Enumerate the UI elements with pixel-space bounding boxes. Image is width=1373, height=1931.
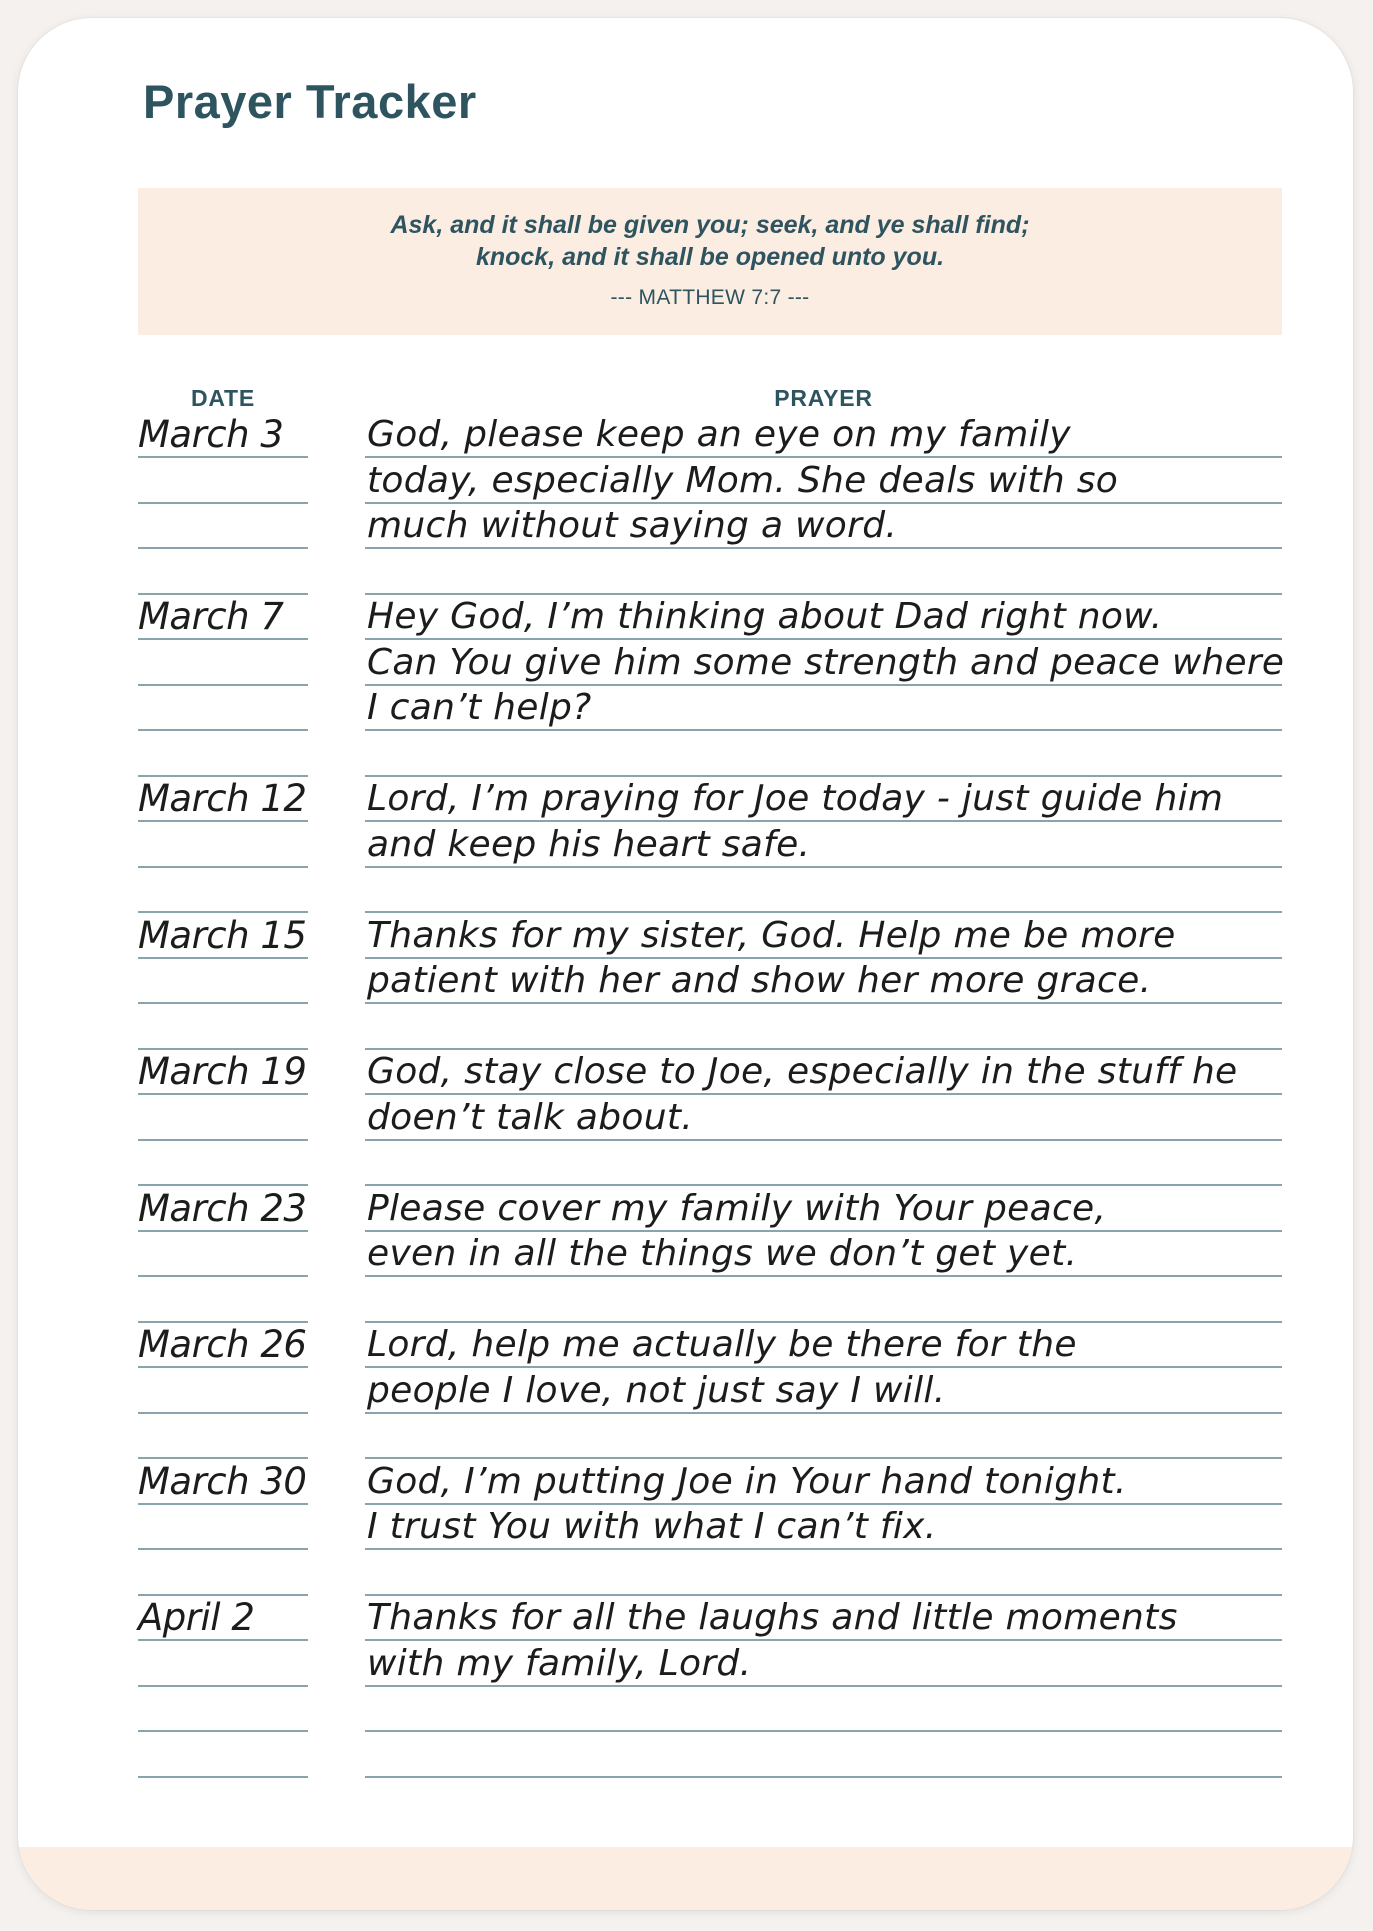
- entry-date: March 3: [138, 413, 284, 456]
- date-rule-line: [138, 1730, 308, 1732]
- date-rule-line: [138, 502, 308, 504]
- date-rule-line: [138, 1002, 308, 1004]
- date-rule-line: [138, 1275, 308, 1277]
- date-rule-line: [138, 684, 308, 686]
- quote-line-2: knock, and it shall be opened unto you.: [475, 243, 945, 271]
- prayer-text-line: God, I’m putting Joe in Your hand tonight.: [367, 1461, 1127, 1502]
- footer-band: [18, 1847, 1353, 1910]
- date-column-header: DATE: [190, 385, 256, 411]
- entry-date: March 19: [138, 1050, 307, 1093]
- date-rule-line: [138, 1139, 308, 1141]
- prayer-text-line: Hey God, I’m thinking about Dad right now.: [367, 596, 1163, 637]
- date-rule-line: [138, 1685, 308, 1687]
- prayer-text-line: today, especially Mom. She deals with so: [367, 460, 1119, 501]
- prayer-text-line: Thanks for my sister, God. Help me be more: [367, 915, 1176, 956]
- prayer-rule-line: [365, 1776, 1282, 1778]
- prayer-text-line: Thanks for all the laughs and little moments: [367, 1597, 1178, 1638]
- prayer-text-line: doen’t talk about.: [367, 1097, 694, 1138]
- date-rule-line: [138, 729, 308, 731]
- prayer-text-line: Please cover my family with Your peace,: [367, 1188, 1107, 1229]
- prayer-column-header: PRAYER: [774, 385, 873, 411]
- date-rule-line: [138, 547, 308, 549]
- entry-date: March 23: [138, 1187, 307, 1230]
- entry-date: April 2: [138, 1596, 255, 1639]
- entry-date: March 7: [138, 595, 284, 638]
- scripture-quote-box: [138, 188, 1282, 335]
- prayer-text-line: patient with her and show her more grace.: [367, 960, 1152, 1001]
- prayer-text-line: God, please keep an eye on my family: [367, 414, 1071, 455]
- prayer-rule-line: [365, 1730, 1282, 1732]
- prayer-text-line: much without saying a word.: [367, 505, 898, 546]
- prayer-text-line: Lord, help me actually be there for the: [367, 1324, 1077, 1365]
- entry-date: March 30: [138, 1460, 307, 1503]
- entry-date: March 12: [138, 777, 307, 820]
- date-rule-line: [138, 1548, 308, 1550]
- quote-line-1: Ask, and it shall be given you; seek, and ye shall find;: [390, 211, 1030, 239]
- prayer-text-line: Lord, I’m praying for Joe today - just guide him: [367, 778, 1224, 819]
- entry-date: March 15: [138, 914, 307, 957]
- prayer-tracker-page: [18, 18, 1353, 1910]
- prayer-text-line: I can’t help?: [367, 687, 592, 728]
- date-rule-line: [138, 1776, 308, 1778]
- prayer-text-line: Can You give him some strength and peace where: [367, 642, 1285, 683]
- date-rule-line: [138, 1412, 308, 1414]
- prayer-text-line: people I love, not just say I will.: [367, 1370, 946, 1411]
- page-title: Prayer Tracker: [143, 75, 477, 128]
- prayer-text-line: and keep his heart safe.: [367, 824, 811, 865]
- prayer-text-line: God, stay close to Joe, especially in the stuff he: [367, 1051, 1238, 1092]
- date-rule-line: [138, 866, 308, 868]
- quote-reference: --- MATTHEW 7:7 ---: [610, 286, 810, 309]
- prayer-text-line: with my family, Lord.: [367, 1643, 752, 1684]
- prayer-text-line: even in all the things we don’t get yet.: [367, 1233, 1078, 1274]
- entry-date: March 26: [138, 1323, 307, 1366]
- prayer-text-line: I trust You with what I can’t fix.: [367, 1506, 937, 1547]
